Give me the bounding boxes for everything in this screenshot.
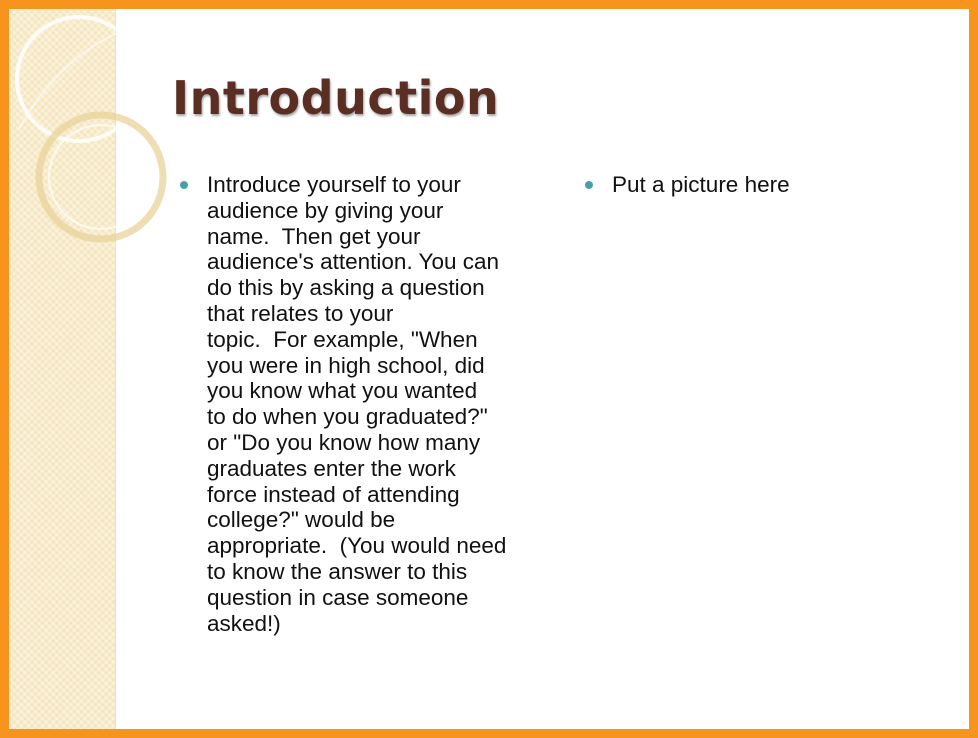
decorative-ring-inner bbox=[49, 125, 153, 229]
right-content-column bbox=[582, 172, 912, 198]
bullet-text-line: to know the answer to this bbox=[207, 558, 468, 584]
bullet-text-line: appropriate. (You would need bbox=[207, 533, 507, 559]
bullet-text-line: graduates enter the work bbox=[207, 455, 456, 481]
bullet-text-line: name. Then get your bbox=[207, 223, 421, 249]
bullet-text-line: that relates to your bbox=[207, 300, 394, 326]
bullet-dot-icon bbox=[585, 181, 593, 189]
bullet-item-picture bbox=[582, 172, 912, 198]
bullet-text-line: force instead of attending bbox=[207, 481, 460, 507]
slide bbox=[9, 9, 969, 729]
bullet-text-line: Introduce yourself to your bbox=[207, 172, 461, 197]
left-content-column bbox=[177, 172, 537, 636]
slide-title: Introduction bbox=[172, 71, 500, 125]
bullet-text-line: you know what you wanted bbox=[207, 378, 478, 404]
bullet-text-line: do this by asking a question bbox=[207, 275, 485, 301]
bullet-text-line: or "Do you know how many bbox=[207, 429, 481, 455]
bullet-text-line: question in case someone bbox=[207, 584, 469, 610]
bullet-text-line: audience's attention. You can bbox=[207, 249, 500, 275]
bullet-text-line: college?" would be bbox=[207, 507, 396, 533]
bullet-text-line: audience by giving your bbox=[207, 197, 444, 223]
bullet-dot-icon bbox=[180, 181, 188, 189]
bullet-text-line: asked!) bbox=[207, 610, 281, 636]
bullet-text-line: to do when you graduated?" bbox=[207, 404, 488, 430]
bullet-text-line: topic. For example, "When bbox=[207, 326, 478, 352]
decorative-arc bbox=[19, 19, 159, 129]
decorative-ring-medium bbox=[39, 115, 163, 239]
decorative-rings-graphic bbox=[9, 9, 169, 269]
picture-placeholder-text: Put a picture here bbox=[612, 172, 790, 197]
bullet-item-introduction bbox=[177, 172, 537, 636]
bullet-text-line: you were in high school, did bbox=[207, 352, 485, 378]
